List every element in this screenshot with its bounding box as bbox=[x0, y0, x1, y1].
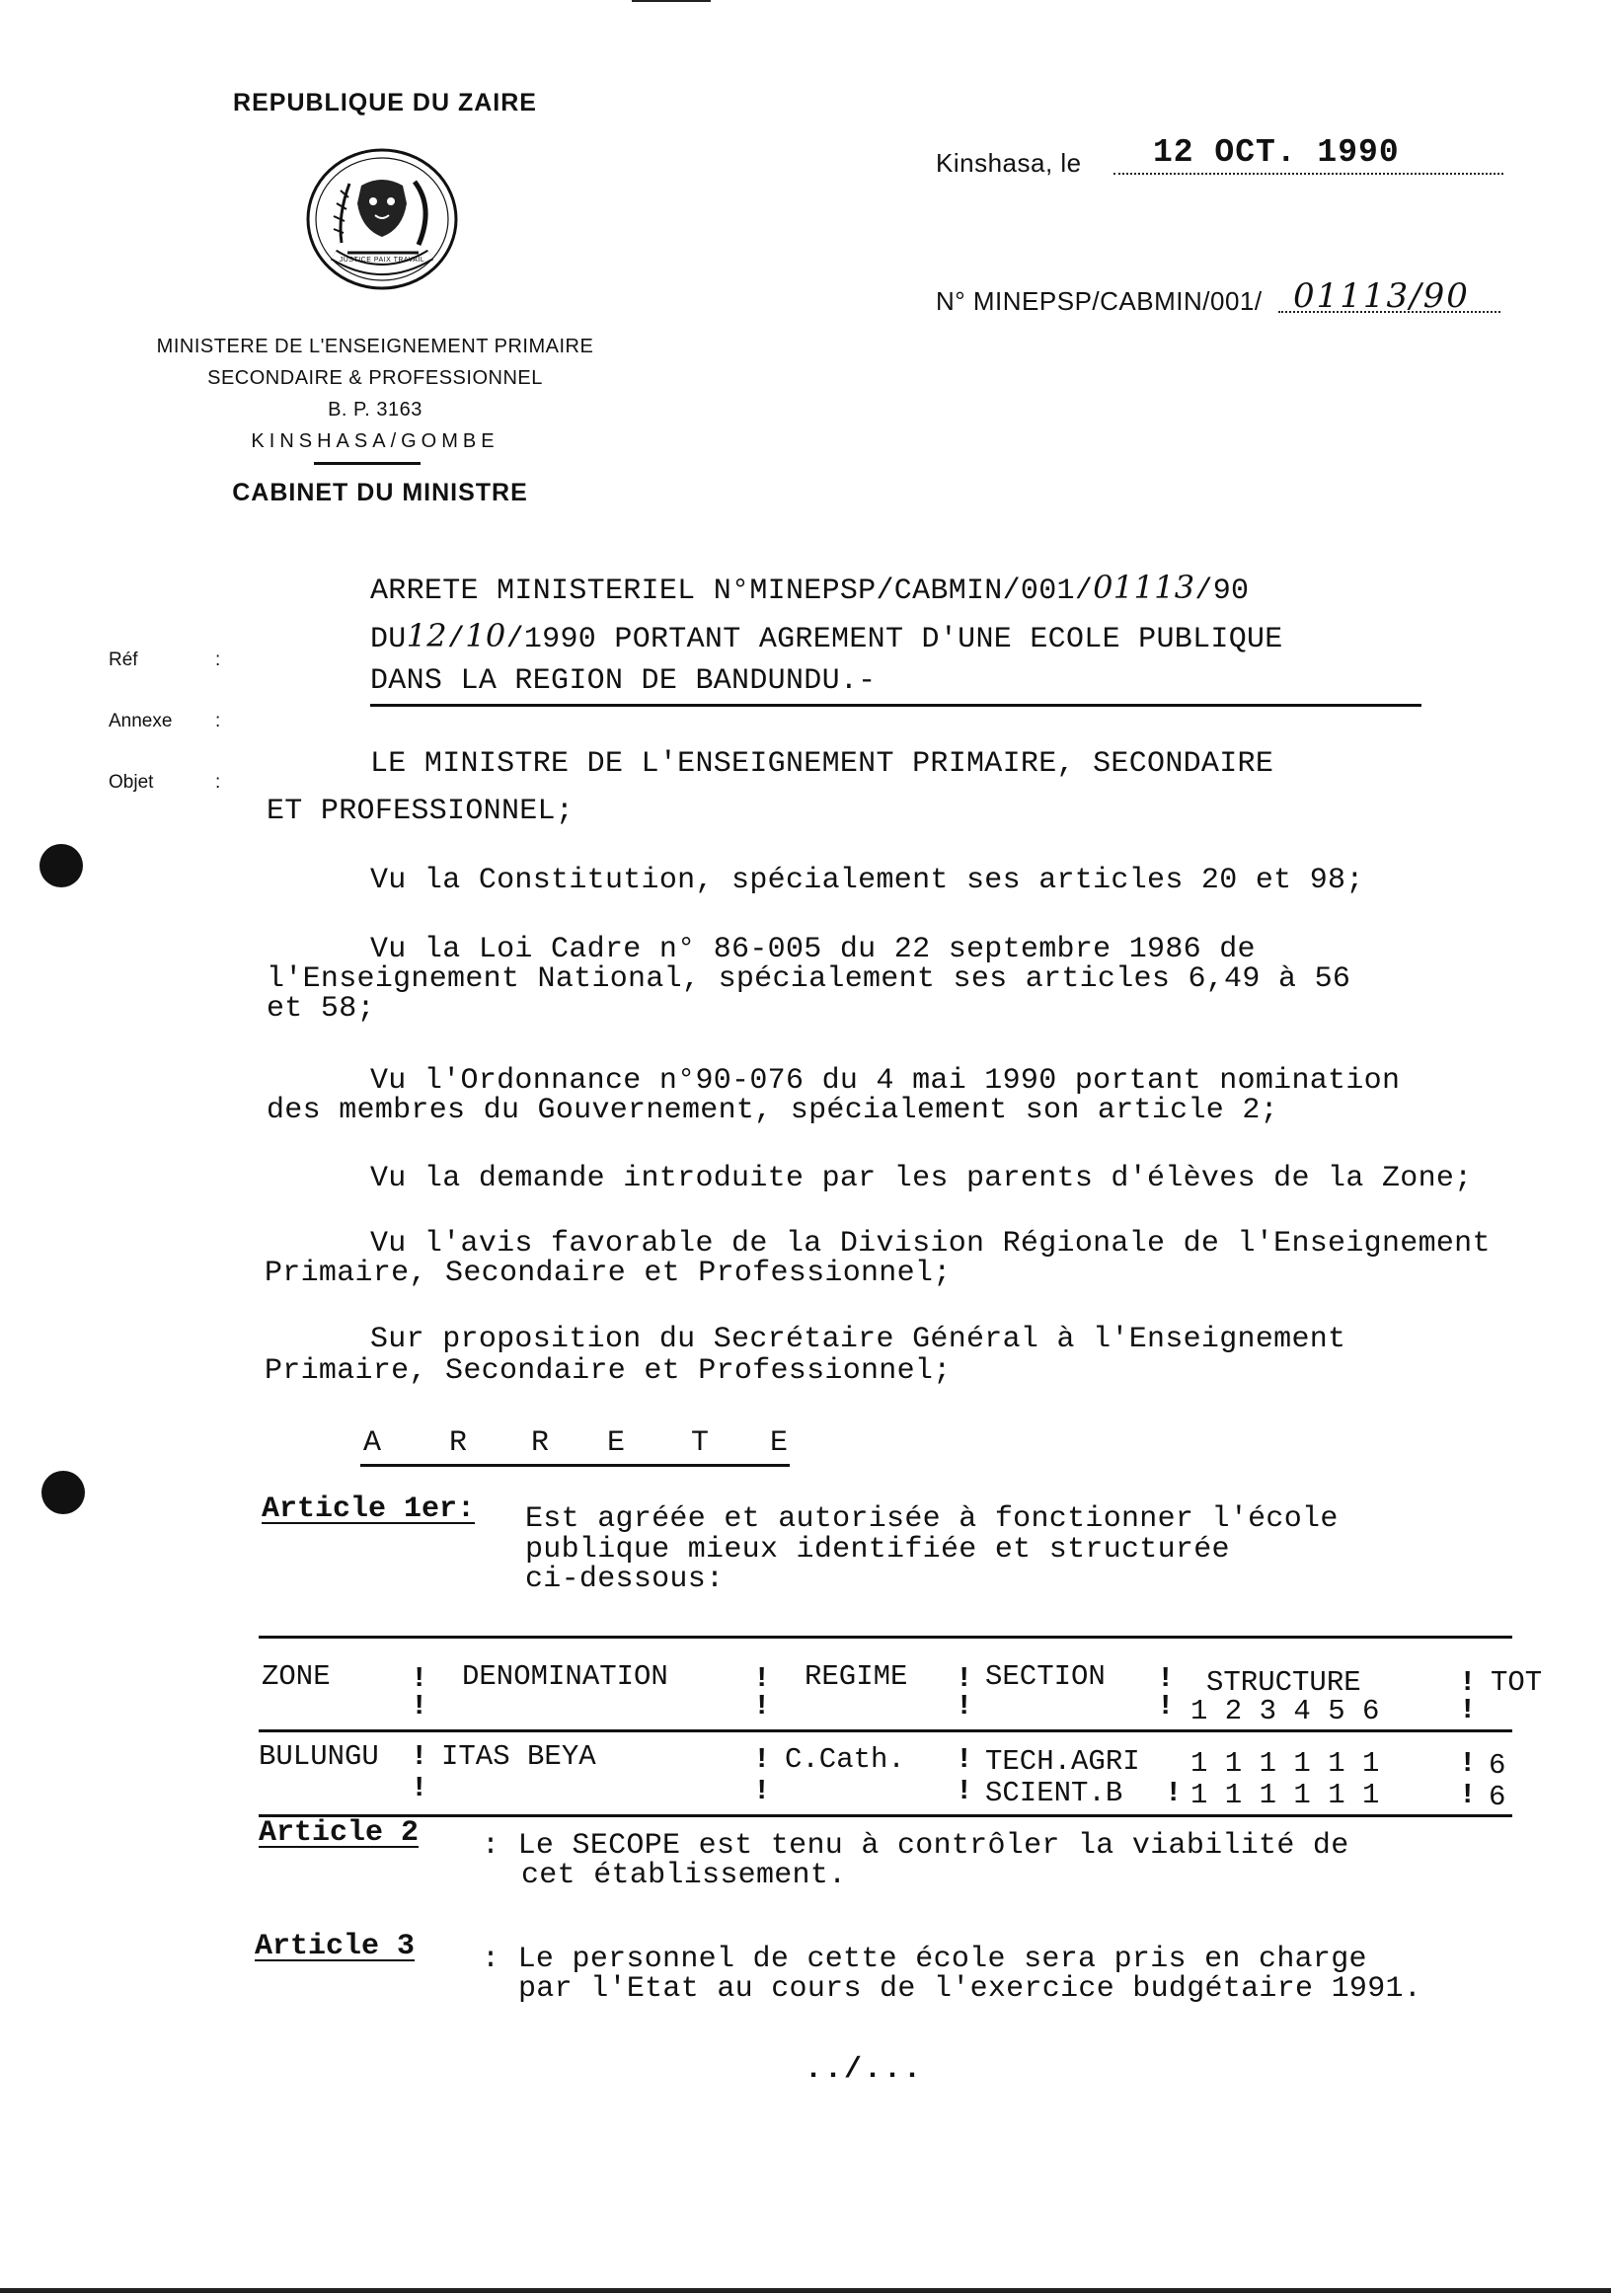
title-number-prefix: ARRETE MINISTERIEL N°MINEPSP/CABMIN/001/ bbox=[370, 574, 1094, 608]
title-number-handwritten: 01113 bbox=[1093, 569, 1195, 606]
table-cell-structure: 1 1 1 1 1 1 bbox=[1190, 1779, 1380, 1811]
vu-constitution: Vu la Constitution, spécialement ses articles 20 et 98; bbox=[370, 864, 1364, 897]
minister-line-1: LE MINISTRE DE L'ENSEIGNEMENT PRIMAIRE, SECONDAIRE bbox=[370, 747, 1274, 781]
col-header-denomination: DENOMINATION bbox=[462, 1660, 668, 1693]
col-header-structure: STRUCTURE bbox=[1206, 1666, 1361, 1699]
header-separator: ! bbox=[956, 1662, 973, 1695]
punch-hole-bottom bbox=[41, 1471, 85, 1514]
article-3-line-2: par l'Etat au cours de l'exercice budgétaire 1991. bbox=[518, 1972, 1422, 2006]
header-divider bbox=[314, 462, 421, 465]
article-1-line-3: ci-dessous: bbox=[525, 1563, 725, 1596]
ref-label: Réf bbox=[109, 650, 138, 670]
title-day-handwritten: 12 bbox=[406, 617, 447, 654]
cabinet-label: CABINET DU MINISTRE bbox=[232, 479, 528, 506]
col-header-tot: TOT bbox=[1491, 1666, 1543, 1699]
article-2-line-2: cet établissement. bbox=[521, 1859, 847, 1892]
reference-number: N° MINEPSP/CABMIN/001/ bbox=[936, 286, 1263, 316]
top-edge-mark bbox=[632, 0, 711, 2]
col-header-regime: REGIME bbox=[805, 1660, 908, 1693]
arrete-letter-2: R bbox=[449, 1426, 468, 1460]
vu-ordonnance-line-2: des membres du Gouvernement, spécialement son article 2; bbox=[267, 1094, 1278, 1127]
header-separator: ! bbox=[411, 1690, 428, 1722]
row-separator: ! bbox=[411, 1740, 428, 1773]
table-cell-tot: 6 bbox=[1489, 1781, 1506, 1813]
punch-hole-top bbox=[39, 844, 83, 887]
header-separator: ! bbox=[1459, 1666, 1477, 1699]
col-header-section: SECTION bbox=[985, 1660, 1106, 1693]
arrete-underline bbox=[360, 1464, 790, 1467]
city-district: KINSHASA/GOMBE bbox=[251, 430, 499, 452]
article-2-line-1: : Le SECOPE est tenu à contrôler la viabilité de bbox=[482, 1829, 1349, 1863]
row-separator: ! bbox=[411, 1772, 428, 1804]
arrete-letter-6: E bbox=[770, 1426, 789, 1460]
sur-proposition-line-1: Sur proposition du Secrétaire Général à l'Enseignement bbox=[370, 1323, 1346, 1356]
article-2-label: Article 2 bbox=[259, 1816, 420, 1850]
header-separator: ! bbox=[753, 1690, 771, 1722]
sur-proposition-line-2: Primaire, Secondaire et Professionnel; bbox=[265, 1354, 952, 1388]
table-cell-structure: 1 1 1 1 1 1 bbox=[1190, 1747, 1380, 1780]
header-separator: ! bbox=[956, 1690, 973, 1722]
table-cell-zone: BULUNGU bbox=[259, 1740, 379, 1773]
date-dotted-line bbox=[1113, 173, 1503, 175]
vu-loi-cadre-line-2: l'Enseignement National, spécialement ses articles 6,49 à 56 bbox=[267, 962, 1351, 996]
objet-colon: : bbox=[215, 772, 221, 793]
arrete-letter-5: T bbox=[691, 1426, 710, 1460]
header-separator: ! bbox=[411, 1662, 428, 1695]
table-top-rule bbox=[259, 1636, 1512, 1639]
table-cell-section: TECH.AGRI bbox=[985, 1745, 1140, 1778]
table-cell-denomination: ITAS BEYA bbox=[441, 1740, 596, 1773]
table-header-rule bbox=[259, 1729, 1512, 1732]
row-separator: ! bbox=[753, 1743, 771, 1776]
ministry-line-2: SECONDAIRE & PROFESSIONNEL bbox=[207, 367, 543, 389]
country-name: REPUBLIQUE DU ZAIRE bbox=[233, 89, 537, 116]
date-stamp: 12 OCT. 1990 bbox=[1153, 134, 1400, 171]
ref-colon: : bbox=[215, 650, 221, 670]
po-box: B. P. 3163 bbox=[328, 399, 422, 421]
title-line-2-rest: /1990 PORTANT AGREMENT D'UNE ECOLE PUBLIQUE bbox=[505, 623, 1283, 656]
row-separator: ! bbox=[1459, 1747, 1477, 1780]
title-line-2: DU12/10/1990 PORTANT AGREMENT D'UNE ECOLE PUBLIQUE bbox=[370, 617, 1283, 656]
header-separator: ! bbox=[1459, 1694, 1477, 1726]
vu-loi-cadre-line-3: et 58; bbox=[267, 992, 375, 1026]
row-separator: ! bbox=[956, 1775, 973, 1807]
col-header-structure-years: 1 2 3 4 5 6 bbox=[1190, 1695, 1380, 1727]
arrete-letter-4: E bbox=[607, 1426, 626, 1460]
continuation-mark: ../... bbox=[805, 2053, 924, 2087]
title-du: DU bbox=[370, 623, 407, 656]
article-1-line-2: publique mieux identifiée et structurée bbox=[525, 1533, 1230, 1567]
vu-avis-line-1: Vu l'avis favorable de la Division Régionale de l'Enseignement bbox=[370, 1227, 1491, 1261]
ministry-address bbox=[109, 331, 642, 457]
header-separator: ! bbox=[1157, 1690, 1175, 1722]
vu-ordonnance-line-1: Vu l'Ordonnance n°90-076 du 4 mai 1990 portant nomination bbox=[370, 1064, 1401, 1098]
coat-of-arms-seal bbox=[304, 146, 460, 292]
col-header-zone: ZONE bbox=[262, 1660, 331, 1693]
table-cell-regime: C.Cath. bbox=[785, 1743, 905, 1776]
title-month-handwritten: 10 bbox=[465, 617, 506, 654]
article-3-label: Article 3 bbox=[255, 1930, 416, 1963]
vu-loi-cadre-line-1: Vu la Loi Cadre n° 86-005 du 22 septembre 1986 de bbox=[370, 933, 1256, 966]
row-separator: ! bbox=[1459, 1779, 1477, 1811]
row-separator: ! bbox=[956, 1743, 973, 1776]
article-1-label: Article 1er: bbox=[262, 1492, 476, 1526]
vu-demande: Vu la demande introduite par les parents d'élèves de la Zone; bbox=[370, 1162, 1473, 1195]
table-bottom-rule bbox=[259, 1814, 1512, 1817]
reference-dotted-line bbox=[1278, 311, 1500, 313]
arrete-letter-3: R bbox=[531, 1426, 550, 1460]
title-line-1 bbox=[370, 569, 1249, 608]
article-3-line-1: : Le personnel de cette école sera pris en charge bbox=[482, 1943, 1367, 1976]
bottom-edge-mark bbox=[0, 2288, 1611, 2293]
header-separator: ! bbox=[1157, 1662, 1175, 1695]
title-line-3: DANS LA REGION DE BANDUNDU.- bbox=[370, 664, 877, 698]
minister-line-2: ET PROFESSIONNEL; bbox=[267, 795, 575, 828]
ministry-line-1: MINISTERE DE L'ENSEIGNEMENT PRIMAIRE bbox=[156, 336, 594, 357]
arrete-letter-1: A bbox=[363, 1426, 382, 1460]
row-separator: ! bbox=[753, 1775, 771, 1807]
objet-label: Objet bbox=[109, 772, 154, 793]
annexe-colon: : bbox=[215, 711, 221, 731]
annexe-label: Annexe bbox=[109, 711, 173, 731]
reference-handwritten: 01113/90 bbox=[1293, 276, 1470, 316]
place-label: Kinshasa, le bbox=[936, 148, 1082, 178]
table-cell-tot: 6 bbox=[1489, 1749, 1506, 1782]
title-underline bbox=[370, 704, 1421, 707]
seal-motto: JUSTICE PAIX TRAVAIL bbox=[339, 257, 425, 264]
row-separator: ! bbox=[1165, 1777, 1183, 1809]
table-cell-section: SCIENT.B bbox=[985, 1777, 1123, 1809]
vu-avis-line-2: Primaire, Secondaire et Professionnel; bbox=[265, 1257, 952, 1290]
title-number-suffix: /90 bbox=[1194, 574, 1250, 608]
header-separator: ! bbox=[753, 1662, 771, 1695]
article-1-line-1: Est agréée et autorisée à fonctionner l'école bbox=[525, 1502, 1339, 1536]
